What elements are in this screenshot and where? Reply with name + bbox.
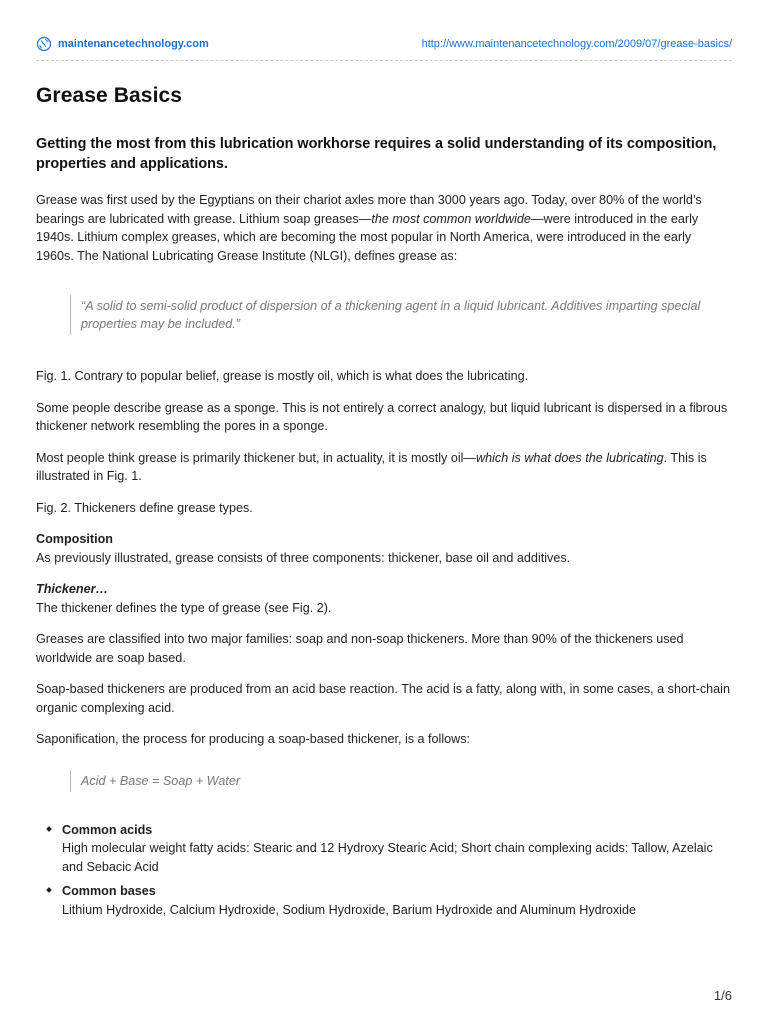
list-item <box>62 821 732 877</box>
fig2-caption: Fig. 2. Thickeners define grease types. <box>36 500 253 515</box>
composition-text: As previously illustrated, grease consists of three components: thickener, base oil and additives. <box>36 550 571 565</box>
saponification-paragraph: Saponification, the process for producing a soap-based thickener, is a follows: <box>36 732 471 746</box>
bullet-icon <box>46 887 52 893</box>
intro-text-2: —were introduced in the early 1940s. Lithium complex greases, which are becoming the most popular in North America, were introduced in the early 1960s. The National Lubricating Grease Institute (NLGI), defines grease as: <box>36 211 699 263</box>
soap-based-paragraph: Soap-based thickeners are produced from an acid base reaction. The acid is a fatty, along with, in some cases, a short-chain organic complexing acid. <box>36 682 730 715</box>
article-lead: Getting the most from this lubrication workhorse requires a solid understanding of its composition, properties and applications. <box>36 136 717 172</box>
intro-text-1: Grease was first used by the Egyptians on their chariot axles more than 3000 years ago. Today, over 80% of the world’s bearings are lubricated with grease. Lithium soap greases— <box>36 193 702 226</box>
article-title: Grease Basics <box>36 84 183 107</box>
composition-heading: Composition <box>36 532 113 546</box>
list-item-label: Common acids <box>62 822 153 837</box>
saponification-equation-quote: Acid + Base = Soap + Water <box>70 770 732 792</box>
mostly-oil-text-1: Most people think grease is primarily thickener but, in actuality, it is mostly oil— <box>36 450 477 465</box>
list-item-text: High molecular weight fatty acids: Stearic and 12 Hydroxy Stearic Acid; Short chain complexing acids: Tallow, Azelaic and Sebacic Acid <box>62 841 713 874</box>
sponge-paragraph: Some people describe grease as a sponge. This is not entirely a correct analogy, but liquid lubricant is dispersed in a fibrous thickener network resembling the pores in a sponge. <box>36 400 728 433</box>
mostly-oil-emphasis: which is what does the lubricating <box>476 450 664 465</box>
site-name[interactable]: maintenancetechnology.com <box>58 38 209 50</box>
bullet-icon <box>46 826 52 832</box>
families-paragraph: Greases are classified into two major families: soap and non-soap thickeners. More than 90% of the thickeners used worldwide are soap based. <box>36 632 684 665</box>
page-header <box>36 34 732 61</box>
list-item <box>62 882 732 919</box>
nlgi-definition-quote: “A solid to semi-solid product of dispersion of a thickening agent in a liquid lubricant. Additives imparting special properties may be included.” <box>70 295 732 335</box>
page-url[interactable]: http://www.maintenancetechnology.com/2009/07/grease-basics/ <box>421 38 732 50</box>
site-link[interactable] <box>36 36 209 52</box>
intro-paragraph <box>36 191 732 265</box>
mostly-oil-text-2: . This is illustrated in Fig. 1. <box>36 450 707 483</box>
mostly-oil-paragraph <box>36 449 732 486</box>
acids-bases-list <box>36 821 732 920</box>
article <box>36 84 732 925</box>
globe-icon <box>36 36 52 52</box>
page-number: 1/6 <box>713 988 732 1003</box>
intro-emphasis: the most common worldwide <box>371 211 531 226</box>
list-item-text: Lithium Hydroxide, Calcium Hydroxide, Sodium Hydroxide, Barium Hydroxide and Aluminum Hydroxide <box>62 902 636 917</box>
thickener-section <box>36 580 732 617</box>
list-item-label: Common bases <box>62 884 156 898</box>
thickener-heading: Thickener… <box>36 582 109 596</box>
fig1-caption: Fig. 1. Contrary to popular belief, grease is mostly oil, which is what does the lubricating. <box>36 369 529 383</box>
thickener-text: The thickener defines the type of grease (see Fig. 2). <box>36 600 332 615</box>
composition-section <box>36 530 732 567</box>
